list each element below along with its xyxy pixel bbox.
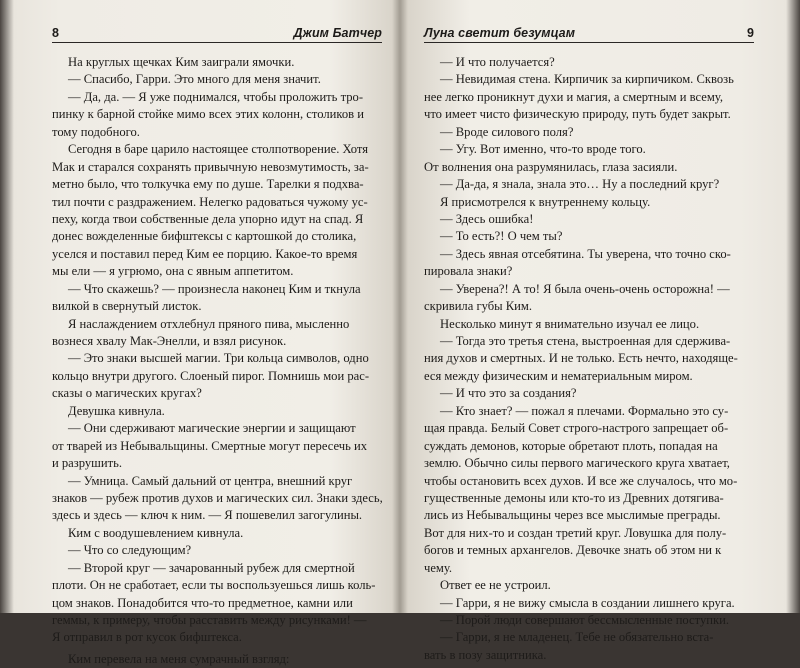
text-line: — Гарри, я не вижу смысла в создании лишнего круга. <box>440 595 735 610</box>
text-line: — То есть?! О чем ты? <box>440 229 563 244</box>
left-page-header <box>52 28 382 43</box>
text-line: метно было, что толкучка ему по душе. Тарелки я подхва- <box>52 177 364 192</box>
text-line: пеху, когда твои собственные дела упорно идут на спад. Я <box>52 211 364 226</box>
text-line: землю. Обычно силы первого магического круга хватает, <box>424 456 730 471</box>
text-line: чему. <box>424 560 453 575</box>
text-line: уселся и поставил перед Ким ее порцию. Какое-то время <box>52 246 358 261</box>
text-line: нее легко проникнут духи и магия, а смертным и всему, <box>424 89 723 104</box>
text-line: Несколько минут я внимательно изучал ее лицо. <box>440 316 700 331</box>
text-line: Вот для них-то и создан третий круг. Ловушка для полу- <box>424 525 727 540</box>
text-line: Мак и старался сохранять привычную невозмутимость, за- <box>52 159 369 174</box>
text-line: щая правда. Белый Совет строго-настрого запрещает об- <box>424 421 729 436</box>
text-line: что имеет чисто физическую природу, путь будет закрыт. <box>424 107 731 122</box>
text-line: Девушка кивнула. <box>68 403 165 418</box>
text-line: мы ели — я угрюмо, она с явным аппетитом. <box>52 264 294 279</box>
text-line: Ким с воодушевлением кивнула. <box>68 525 244 540</box>
text-line: — И что получается? <box>440 55 555 69</box>
text-line: Ответ ее не устроил. <box>440 578 551 593</box>
text-line: цом знаков. Понадобится что-то предметное, камни или <box>52 595 353 610</box>
text-line: тил почти с раздражением. Нелегко радоваться чужому ус- <box>52 194 368 209</box>
text-line: — Да-да, я знала, знала это… Ну а последний круг? <box>440 177 720 192</box>
page-number-right: 9 <box>747 26 754 40</box>
text-line: Я отправил в рот кусок бифштекса. <box>52 630 242 645</box>
text-line: Ким перевела на меня сумрачный взгляд: <box>68 651 290 666</box>
text-line: донес вожделенные бифштексы с картошкой до столика, <box>52 229 357 244</box>
text-line: — Вроде силового поля? <box>440 124 574 139</box>
text-line: пировала знаки? <box>424 264 513 279</box>
left-page <box>52 28 382 668</box>
text-line: суждать демонов, которые обретают плоть, попадая на <box>424 438 718 453</box>
text-line: чтобы остановить всех духов. И все же случалось, что мо- <box>424 473 738 488</box>
text-line: Я присмотрелся к внутреннему кольцу. <box>440 194 651 209</box>
text-line: вознеся хвалу Мак-Энелли, и взял рисунок. <box>52 334 287 348</box>
running-title-author: Джим Батчер <box>293 26 382 40</box>
text-line: тому подобного. <box>52 124 140 139</box>
text-line: — Гарри, я не младенец. Тебе не обязательно вста- <box>440 630 714 645</box>
text-line: — Тогда это третья стена, выстроенная для сдержива- <box>440 334 731 348</box>
right-page-header <box>424 28 754 43</box>
text-line: пинку к барной стойке мимо всех этих колонн, столиков и <box>52 107 364 122</box>
left-page-text <box>52 54 382 668</box>
text-line: — Это знаки высшей магии. Три кольца символов, одно <box>68 351 369 366</box>
text-line: гущественные демоны или кто-то из Древних дотягива- <box>424 490 724 505</box>
text-line: На круглых щечках Ким заиграли ямочки. <box>68 55 295 69</box>
text-line: От волнения она разрумянилась, глаза засияли. <box>424 159 678 174</box>
text-line: — Невидимая стена. Кирпичик за кирпичиком. Сквозь <box>440 72 734 87</box>
right-page <box>424 28 754 664</box>
text-line: лись из Небывальщины через все мыслимые преграды. <box>424 508 721 523</box>
text-line: еся между физическим и нематериальным миром. <box>424 368 693 383</box>
text-line: вать в позу защитника. <box>424 647 547 662</box>
text-line: — И что это за создания? <box>440 386 577 401</box>
text-line: — Здесь ошибка! <box>440 211 534 226</box>
text-line: — Порой люди совершают бессмысленные поступки. <box>440 613 730 627</box>
text-line: — Уверена?! А то! Я была очень-очень осторожна! — <box>440 281 730 296</box>
text-line: — Угу. Вот именно, что-то вроде того. <box>440 142 646 157</box>
text-line: — Что скажешь? — произнесла наконец Ким и ткнула <box>68 281 361 296</box>
text-line: Я наслаждением отхлебнул пряного пива, мысленно <box>68 316 350 331</box>
text-line: — Что со следующим? <box>68 543 192 558</box>
text-line: богов и темных архангелов. Девочке знать об этом ни к <box>424 543 722 558</box>
text-line: сказы о магических кругах? <box>52 386 202 401</box>
text-line: скривила губы Ким. <box>424 299 533 314</box>
right-page-text <box>424 54 754 664</box>
text-line: и разрушить. <box>52 456 123 471</box>
text-line: плоти. Он не сработает, если ты воспользуешься лишь коль- <box>52 578 376 593</box>
text-line: — Они сдерживают магические энергии и защищают <box>68 421 356 436</box>
text-line: — Второй круг — зачарованный рубеж для смертной <box>68 560 355 575</box>
running-title-book: Луна светит безумцам <box>424 26 576 40</box>
text-line: ния духов и смертных. И не только. Есть нечто, находяще- <box>424 351 738 366</box>
text-line: вилкой в свернутый листок. <box>52 299 202 314</box>
text-line: — Спасибо, Гарри. Это много для меня значит. <box>68 72 321 87</box>
text-line: — Кто знает? — пожал я плечами. Формально это су- <box>440 403 729 418</box>
text-line: кольцо внутри другого. Слоеный пирог. Помнишь мои рас- <box>52 368 370 383</box>
text-line: Сегодня в баре царило настоящее столпотворение. Хотя <box>68 142 369 157</box>
text-line: — Умница. Самый дальний от центра, внешний круг <box>68 473 353 488</box>
text-line: знаков — рубеж против духов и магических сил. Знаки здесь, <box>52 490 383 505</box>
text-line: здесь и здесь — ключ к ним. — Я пошевелил загогулины. <box>52 508 363 523</box>
text-line: геммы, к примеру, чтобы расставить между рисунками! — <box>52 613 367 627</box>
text-line: от тварей из Небывальщины. Смертные могут пересечь их <box>52 438 368 453</box>
page-number-left: 8 <box>52 26 59 40</box>
text-line: — Здесь явная отсебятина. Ты уверена, что точно ско- <box>440 246 731 261</box>
text-line: — Да, да. — Я уже поднимался, чтобы проложить тро- <box>68 89 364 104</box>
